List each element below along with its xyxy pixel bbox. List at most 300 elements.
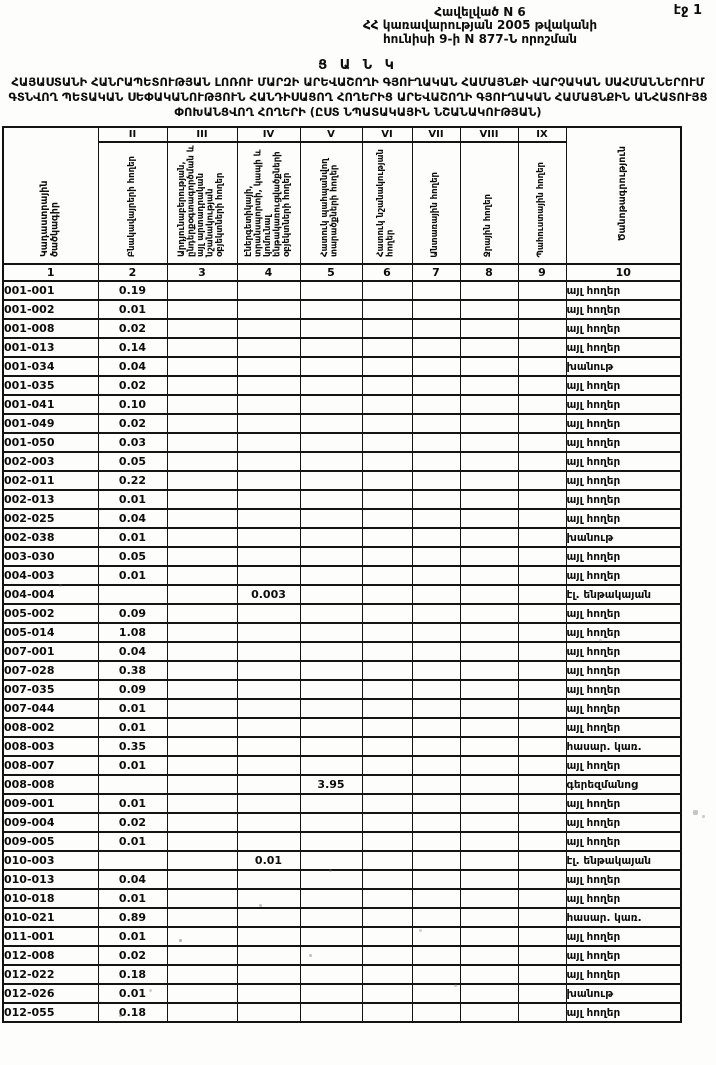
note-cell: այլ հողեր — [566, 946, 681, 965]
value-cell — [237, 680, 300, 699]
value-cell — [460, 832, 518, 851]
cadastral-code-cell: 012-026 — [3, 984, 98, 1003]
value-cell — [300, 471, 362, 490]
value-cell — [460, 471, 518, 490]
value-cell — [167, 395, 237, 414]
value-cell — [300, 490, 362, 509]
appendix-reference-block — [270, 6, 690, 46]
value-cell: 0.03 — [98, 433, 167, 452]
value-cell — [412, 851, 460, 870]
value-cell — [362, 376, 412, 395]
note-cell: այլ հողեր — [566, 642, 681, 661]
roman-numeral-cell: III — [167, 127, 237, 142]
value-cell — [412, 737, 460, 756]
value-cell — [167, 528, 237, 547]
table-row — [3, 699, 681, 718]
column-number-cell: 4 — [237, 264, 300, 281]
value-cell — [412, 566, 460, 585]
value-cell — [518, 338, 566, 357]
header-numbers-row — [3, 264, 681, 281]
value-cell — [300, 661, 362, 680]
value-cell — [362, 547, 412, 566]
value-cell — [362, 851, 412, 870]
note-cell: այլ հողեր — [566, 300, 681, 319]
note-cell: այլ հողեր — [566, 395, 681, 414]
note-cell: այլ հողեր — [566, 756, 681, 775]
value-cell — [237, 699, 300, 718]
column-number-cell: 1 — [3, 264, 98, 281]
value-cell — [412, 376, 460, 395]
value-cell — [167, 832, 237, 851]
value-cell — [362, 395, 412, 414]
value-cell — [237, 357, 300, 376]
value-cell — [300, 395, 362, 414]
table-row — [3, 775, 681, 794]
value-cell — [518, 452, 566, 471]
value-cell — [518, 471, 566, 490]
value-cell — [412, 889, 460, 908]
value-cell — [300, 585, 362, 604]
value-cell — [167, 699, 237, 718]
rotated-header-label: Ջրային հողեր — [483, 194, 494, 258]
value-cell — [518, 775, 566, 794]
note-cell: էլ. ենթակայան — [566, 851, 681, 870]
note-cell: այլ հողեր — [566, 471, 681, 490]
note-header-cell — [566, 127, 681, 264]
value-cell: 3.95 — [300, 775, 362, 794]
value-cell — [518, 680, 566, 699]
value-cell — [518, 357, 566, 376]
value-cell — [300, 908, 362, 927]
note-cell: այլ հողեր — [566, 338, 681, 357]
table-row — [3, 718, 681, 737]
value-cell — [460, 946, 518, 965]
table-row — [3, 756, 681, 775]
value-cell — [412, 490, 460, 509]
value-cell — [167, 433, 237, 452]
value-cell: 0.01 — [98, 889, 167, 908]
value-cell — [237, 471, 300, 490]
value-cell: 0.89 — [98, 908, 167, 927]
cadastral-code-cell: 001-041 — [3, 395, 98, 414]
value-cell — [460, 870, 518, 889]
cadastral-code-cell: 008-002 — [3, 718, 98, 737]
value-cell: 0.003 — [237, 585, 300, 604]
value-cell — [460, 737, 518, 756]
cadastral-code-cell: 001-002 — [3, 300, 98, 319]
value-cell — [237, 794, 300, 813]
cadastral-code-cell: 001-050 — [3, 433, 98, 452]
value-cell — [362, 509, 412, 528]
value-cell — [167, 376, 237, 395]
value-cell — [167, 338, 237, 357]
roman-numeral-cell: V — [300, 127, 362, 142]
rotated-header-cell — [167, 142, 237, 264]
value-cell — [167, 965, 237, 984]
page-number-marker: էջ 1 — [673, 3, 702, 18]
value-cell — [362, 832, 412, 851]
value-cell — [460, 756, 518, 775]
value-cell — [518, 927, 566, 946]
value-cell — [412, 604, 460, 623]
cadastral-code-cell: 002-038 — [3, 528, 98, 547]
value-cell — [167, 737, 237, 756]
value-cell — [300, 1003, 362, 1022]
value-cell — [412, 984, 460, 1003]
value-cell — [237, 737, 300, 756]
table-row — [3, 908, 681, 927]
cadastral-code-cell: 012-008 — [3, 946, 98, 965]
cadastral-code-cell: 010-018 — [3, 889, 98, 908]
value-cell: 0.01 — [98, 794, 167, 813]
value-cell — [98, 851, 167, 870]
value-cell — [518, 547, 566, 566]
value-cell — [300, 870, 362, 889]
table-body — [3, 281, 681, 1022]
value-cell — [518, 813, 566, 832]
table-row — [3, 490, 681, 509]
value-cell — [460, 528, 518, 547]
value-cell — [460, 661, 518, 680]
value-cell — [518, 566, 566, 585]
cadastral-code-cell: 002-025 — [3, 509, 98, 528]
note-cell: այլ հողեր — [566, 281, 681, 300]
value-cell — [362, 433, 412, 452]
value-cell — [460, 965, 518, 984]
note-cell: այլ հողեր — [566, 794, 681, 813]
value-cell — [518, 642, 566, 661]
cadastral-code-cell: 004-003 — [3, 566, 98, 585]
roman-numeral-cell: IX — [518, 127, 566, 142]
value-cell — [460, 1003, 518, 1022]
value-cell — [518, 376, 566, 395]
value-cell: 0.19 — [98, 281, 167, 300]
value-cell — [300, 737, 362, 756]
roman-numeral-cell: VII — [412, 127, 460, 142]
rotated-header-label: Էներգետիկայի, տրանսպորտի, կապի և կոմունալ ենթակառուցվածքների օբյեկտների հողեր — [243, 149, 292, 258]
rotated-header-cell — [98, 142, 167, 264]
value-cell — [412, 832, 460, 851]
value-cell: 0.02 — [98, 813, 167, 832]
cadastral-code-cell: 007-028 — [3, 661, 98, 680]
value-cell — [460, 433, 518, 452]
value-cell — [460, 680, 518, 699]
cadastral-code-cell: 002-013 — [3, 490, 98, 509]
value-cell — [300, 927, 362, 946]
cadastral-code-cell: 009-005 — [3, 832, 98, 851]
note-cell: այլ հողեր — [566, 509, 681, 528]
note-cell: այլ հողեր — [566, 319, 681, 338]
cadastral-code-cell: 009-004 — [3, 813, 98, 832]
value-cell — [300, 680, 362, 699]
value-cell: 0.35 — [98, 737, 167, 756]
value-cell — [518, 433, 566, 452]
value-cell — [412, 927, 460, 946]
cadastral-code-header-label: Կադաստրային ծածկագիր — [39, 181, 61, 258]
cadastral-code-cell: 005-014 — [3, 623, 98, 642]
value-cell — [518, 984, 566, 1003]
value-cell: 0.22 — [98, 471, 167, 490]
value-cell: 1.08 — [98, 623, 167, 642]
value-cell — [460, 547, 518, 566]
rotated-header-cell — [518, 142, 566, 264]
value-cell — [460, 908, 518, 927]
column-number-cell: 10 — [566, 264, 681, 281]
value-cell — [362, 680, 412, 699]
rotated-header-cell — [300, 142, 362, 264]
value-cell — [237, 604, 300, 623]
note-cell: այլ հողեր — [566, 547, 681, 566]
value-cell — [412, 281, 460, 300]
table-row — [3, 452, 681, 471]
value-cell — [412, 908, 460, 927]
value-cell — [460, 927, 518, 946]
value-cell — [412, 699, 460, 718]
value-cell — [460, 642, 518, 661]
value-cell — [167, 946, 237, 965]
rotated-header-label: Պահուստային հողեր — [536, 161, 547, 258]
note-cell: այլ հողեր — [566, 376, 681, 395]
value-cell — [362, 338, 412, 357]
rotated-header-cell — [362, 142, 412, 264]
cadastral-code-cell: 002-011 — [3, 471, 98, 490]
note-cell: այլ հողեր — [566, 623, 681, 642]
value-cell — [167, 756, 237, 775]
value-cell — [412, 433, 460, 452]
value-cell — [362, 927, 412, 946]
value-cell — [237, 813, 300, 832]
value-cell — [460, 338, 518, 357]
value-cell — [300, 965, 362, 984]
table-row — [3, 357, 681, 376]
value-cell — [362, 528, 412, 547]
value-cell — [412, 547, 460, 566]
value-cell — [300, 813, 362, 832]
note-cell: այլ հողեր — [566, 661, 681, 680]
value-cell — [300, 319, 362, 338]
value-cell — [237, 547, 300, 566]
value-cell — [412, 452, 460, 471]
value-cell — [300, 509, 362, 528]
cadastral-code-cell: 010-003 — [3, 851, 98, 870]
table-row — [3, 851, 681, 870]
value-cell — [300, 889, 362, 908]
value-cell — [362, 908, 412, 927]
value-cell: 0.09 — [98, 604, 167, 623]
value-cell — [412, 661, 460, 680]
value-cell — [518, 1003, 566, 1022]
value-cell — [460, 281, 518, 300]
roman-numeral-cell: VI — [362, 127, 412, 142]
value-cell: 0.01 — [98, 832, 167, 851]
value-cell — [362, 870, 412, 889]
value-cell — [300, 357, 362, 376]
cadastral-code-cell: 003-030 — [3, 547, 98, 566]
value-cell — [362, 794, 412, 813]
note-cell: այլ հողեր — [566, 414, 681, 433]
table-row — [3, 737, 681, 756]
value-cell — [237, 623, 300, 642]
value-cell — [300, 832, 362, 851]
value-cell — [460, 794, 518, 813]
table-row — [3, 281, 681, 300]
cadastral-code-cell: 004-004 — [3, 585, 98, 604]
value-cell — [412, 414, 460, 433]
value-cell — [460, 319, 518, 338]
table-row — [3, 604, 681, 623]
table-row — [3, 680, 681, 699]
value-cell — [237, 509, 300, 528]
value-cell — [460, 699, 518, 718]
value-cell — [460, 984, 518, 1003]
value-cell — [167, 319, 237, 338]
value-cell — [237, 946, 300, 965]
value-cell — [237, 661, 300, 680]
value-cell — [300, 699, 362, 718]
value-cell — [300, 528, 362, 547]
table-row — [3, 832, 681, 851]
column-number-cell: 9 — [518, 264, 566, 281]
note-cell: այլ հողեր — [566, 566, 681, 585]
value-cell — [237, 452, 300, 471]
value-cell — [412, 680, 460, 699]
value-cell — [167, 509, 237, 528]
value-cell — [518, 718, 566, 737]
value-cell — [412, 794, 460, 813]
table-row — [3, 1003, 681, 1022]
value-cell — [300, 338, 362, 357]
value-cell — [362, 661, 412, 680]
value-cell — [237, 490, 300, 509]
value-cell — [300, 281, 362, 300]
value-cell — [518, 794, 566, 813]
value-cell — [300, 851, 362, 870]
value-cell: 0.18 — [98, 965, 167, 984]
cadastral-code-cell: 002-003 — [3, 452, 98, 471]
note-header-label: Ծանոթագրություն — [616, 146, 628, 242]
value-cell — [362, 984, 412, 1003]
column-number-cell: 8 — [460, 264, 518, 281]
rotated-header-label: Անտառային հողեր — [430, 171, 441, 258]
value-cell: 0.01 — [98, 927, 167, 946]
cadastral-code-cell: 011-001 — [3, 927, 98, 946]
value-cell — [460, 623, 518, 642]
value-cell — [412, 585, 460, 604]
value-cell — [300, 623, 362, 642]
value-cell: 0.01 — [98, 756, 167, 775]
value-cell — [167, 661, 237, 680]
table-row — [3, 623, 681, 642]
value-cell — [460, 490, 518, 509]
value-cell — [167, 281, 237, 300]
value-cell — [412, 870, 460, 889]
value-cell — [518, 946, 566, 965]
value-cell — [167, 642, 237, 661]
value-cell: 0.01 — [98, 984, 167, 1003]
value-cell — [518, 395, 566, 414]
value-cell — [362, 1003, 412, 1022]
value-cell: 0.02 — [98, 946, 167, 965]
cadastral-code-cell: 008-008 — [3, 775, 98, 794]
value-cell — [362, 623, 412, 642]
rotated-header-label: Հատուկ նշանակության հողեր — [376, 149, 396, 258]
value-cell — [362, 281, 412, 300]
value-cell — [237, 433, 300, 452]
rotated-header-cell — [460, 142, 518, 264]
value-cell — [167, 623, 237, 642]
value-cell — [460, 718, 518, 737]
value-cell — [237, 832, 300, 851]
value-cell — [412, 338, 460, 357]
table-head — [3, 127, 681, 281]
note-cell: այլ հողեր — [566, 452, 681, 471]
value-cell: 0.02 — [98, 376, 167, 395]
value-cell — [167, 813, 237, 832]
value-cell — [98, 775, 167, 794]
value-cell — [167, 794, 237, 813]
value-cell — [518, 889, 566, 908]
cadastral-code-cell: 012-022 — [3, 965, 98, 984]
table-row — [3, 585, 681, 604]
rotated-header-label: Բնակավայրերի հողեր — [126, 156, 137, 258]
value-cell — [412, 642, 460, 661]
value-cell — [362, 642, 412, 661]
value-cell — [412, 528, 460, 547]
value-cell — [300, 452, 362, 471]
value-cell — [300, 433, 362, 452]
value-cell — [412, 357, 460, 376]
value-cell — [237, 756, 300, 775]
value-cell — [237, 395, 300, 414]
value-cell — [167, 490, 237, 509]
value-cell — [167, 414, 237, 433]
value-cell — [237, 528, 300, 547]
note-cell: խանութ — [566, 528, 681, 547]
value-cell — [460, 889, 518, 908]
value-cell — [362, 585, 412, 604]
value-cell — [237, 984, 300, 1003]
value-cell — [518, 414, 566, 433]
note-cell: այլ հողեր — [566, 699, 681, 718]
cadastral-code-cell: 012-055 — [3, 1003, 98, 1022]
cadastral-code-cell: 001-034 — [3, 357, 98, 376]
appendix-line-1: Հավելված N 6 — [434, 5, 526, 19]
value-cell — [518, 319, 566, 338]
table-row — [3, 946, 681, 965]
value-cell — [98, 585, 167, 604]
value-cell — [362, 300, 412, 319]
value-cell — [237, 718, 300, 737]
table-row — [3, 984, 681, 1003]
table-row — [3, 528, 681, 547]
note-cell: հասար. կառ. — [566, 737, 681, 756]
value-cell — [518, 832, 566, 851]
value-cell — [518, 604, 566, 623]
column-number-cell: 3 — [167, 264, 237, 281]
table-row — [3, 642, 681, 661]
value-cell — [167, 452, 237, 471]
appendix-line-3: հունիսի 9-ի N 877-Ն որոշման — [382, 31, 578, 46]
value-cell — [460, 357, 518, 376]
column-number-cell: 5 — [300, 264, 362, 281]
value-cell — [412, 775, 460, 794]
value-cell — [237, 642, 300, 661]
note-cell: այլ հողեր — [566, 604, 681, 623]
cadastral-code-cell: 007-044 — [3, 699, 98, 718]
note-cell: այլ հողեր — [566, 718, 681, 737]
value-cell — [518, 300, 566, 319]
value-cell — [237, 927, 300, 946]
